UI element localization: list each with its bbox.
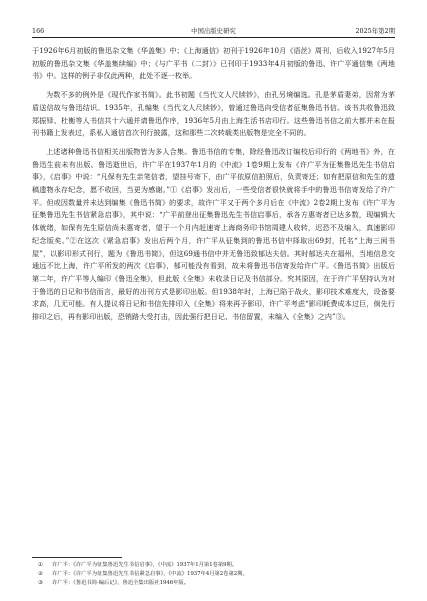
journal-title: 中国出版史研究 bbox=[191, 27, 236, 35]
footnote-text: 许广平：《鲁迅书简·编后记》，鲁迅全集出版社1946年版。 bbox=[52, 580, 189, 587]
paragraph-3: 上述诸种鲁迅书信相关出版物皆为多人合集。鲁迅书信的专集，除经鲁迅改订编校后印行的《两地书》外，在鲁迅生前未有出版。鲁迅逝世后，许广平在1937年1月的《中流》1卷9期上发布《许广平为征集鲁迅先生书信启事》，《启事》中说：“凡保有先生亲笔信者，望挂号寄下，由广平依原信拍照后，负责寄还；如有把原信和先生的遗稿遗物永存纪念，愿不收回，当更为感谢。”①《启事》发出后，一些受信者很快就将手中的鲁迅书信寄发给了许广平。但或因数量并未达到编集《鲁迅书简》的要求，故许广平又于两个多月后在《中流》2卷2期上发布《许广平为征集鲁迅先生书信紧急启事》，其中说：“广平前登出征集鲁迅先生书信启事后，承各方惠寄者已达多数，现编辑大体就绪，如保有先生原信尚未惠寄者，望于一个月内赶速寄上海商务印书馆周建人收转，迟恐不及编入，真速影印纪念版矣。”②在这次《紧急启事》发出后两个月，许广平从征集到的鲁迅书信中择取出69封，托名“上海三闲书屋”，以影印形式刊行，题为《鲁迅书简》，但这69通书信中并无鲁迅致郁达夫信。其时郁达夫在福州，当地信息交通远不比上海，许广平所发的两次《启事》，郁可能没有看到，故未将鲁迅书信寄发给许广平。《鲁迅书简》出版后第二年，许广平等人编印《鲁迅全集》，但此版《全集》未收录日记及书信部分。究其原因，在于许广平坚持认为对于鲁迅的日记和书信而言，最好的出刊方式是影印出版。但1938年时，上海已陷于战火，影印技术难度大，设备要求高，几无可能。有人提议将日记和书信先排印入《全集》将来再予影印，许广平考虑“影印耗费成本过巨，倘先行排印之后，再有影印出版，恐销路大受打击，因此强行把日记、书信留置，未编入《全集》之内”③。 bbox=[32, 146, 395, 322]
footnote-marker: ① bbox=[38, 562, 43, 568]
footnote-marker: ③ bbox=[38, 580, 43, 587]
footnote-3 bbox=[32, 579, 395, 588]
footnote-text: 许广平：《许广平为征集鲁迅先生书信启事》，《中流》1937年1月第1卷第9期。 bbox=[52, 562, 238, 568]
paragraph-1: 于1926年6月初版的鲁迅杂文集《华盖集》中；《上海通信》初刊于1926年10月《语丝》周刊，后收入1927年5月初版的鲁迅杂文集《华盖集续编》中；《与广平书（二封）》已刊印于1933年4月初版的鲁迅、许广平通信集《两地书》中。这样的例子非仅此两种，此处不逐一枚举。 bbox=[32, 46, 395, 81]
issue-label: 2025年第2期 bbox=[355, 27, 395, 35]
footnote-1 bbox=[32, 561, 395, 570]
footnote-divider bbox=[32, 557, 122, 558]
footnote-marker: ② bbox=[38, 571, 43, 578]
paragraph-2: 为数不多的例外是《现代作家书简》。此书初题《当代文人尺牍钞》，由孔另境编选。孔是茅盾妻弟，因常为茅盾送信故与鲁迅结识。1935年，孔编集《当代文人尺牍钞》，曾通过鲁迅向受信者征集鲁迅书信。该书共收鲁迅致郑振铎、杜衡等人书信共十六通并请鲁迅作序，1936年5月由上海生活书店印行。这些鲁迅书信之前大都并未在报刊书籍上发表过，系私人通信首次刊行披露，这和那些二次转载类出版物是完全不同的。 bbox=[32, 90, 395, 138]
page-number: 166 bbox=[32, 27, 45, 35]
body-text bbox=[32, 45, 395, 330]
running-header bbox=[32, 25, 395, 38]
footnotes bbox=[32, 561, 395, 589]
footnote-text: 许广平：《许广平为征集鲁迅先生书信紧急启事》，《中流》1937年4月第2卷第2期。 bbox=[52, 571, 248, 578]
footnote-2 bbox=[32, 570, 395, 579]
